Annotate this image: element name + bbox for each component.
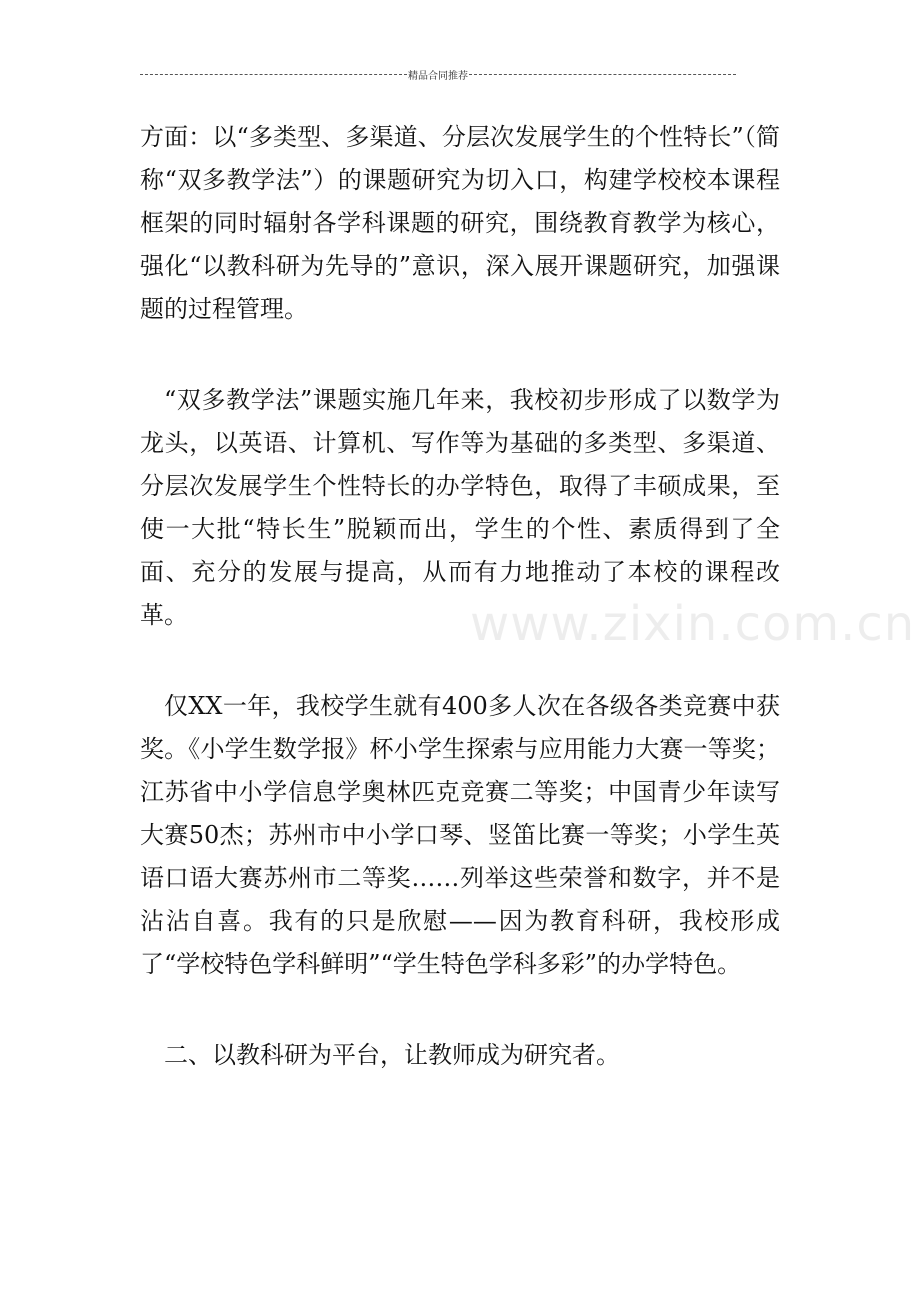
header-rule-right [469, 74, 736, 75]
header-title: 精品合同推荐 [408, 70, 468, 82]
paragraph-2: “双多教学法”课题实施几年来，我校初步形成了以数学为龙头，以英语、计算机、写作等为基础的多类型、多渠道、分层次发展学生个性特长的办学特色，取得了丰硕成果，至使一大批“特长生”脱颖而出，学生的个性、素质得到了全面、充分的发展与提高，从而有力地推动了本校的课程改革。 [140, 386, 780, 629]
section-heading: 二、以教科研为平台，让教师成为研究者。 [164, 1041, 620, 1069]
watermark: www.zixin.com.cn [470, 596, 916, 652]
paragraph-1: 方面：以“多类型、多渠道、分层次发展学生的个性特长”（简称“双多教学法”）的课题研究为切入口，构建学校校本课程框架的同时辐射各学科课题的研究，围绕教育教学为核心，强化“以教科研为先导的”意识，深入展开课题研究，加强课题的过程管理。 [140, 123, 780, 323]
document-body [140, 116, 780, 1077]
header-rule-left [140, 74, 407, 75]
paragraph-3: 仅XX一年，我校学生就有400多人次在各级各类竞赛中获奖。《小学生数学报》杯小学生探索与应用能力大赛一等奖；江苏省中小学信息学奥林匹克竞赛二等奖；中国青少年读写大赛50杰；苏州市中小学口琴、竖笛比赛一等奖；小学生英语口语大赛苏州市二等奖……列举这些荣誉和数字，并不是沾沾自喜。我有的只是欣慰——因为教育科研，我校形成了“学校特色学科鲜明”“学生特色学科多彩”的办学特色。 [140, 692, 780, 978]
page-header [140, 66, 736, 82]
